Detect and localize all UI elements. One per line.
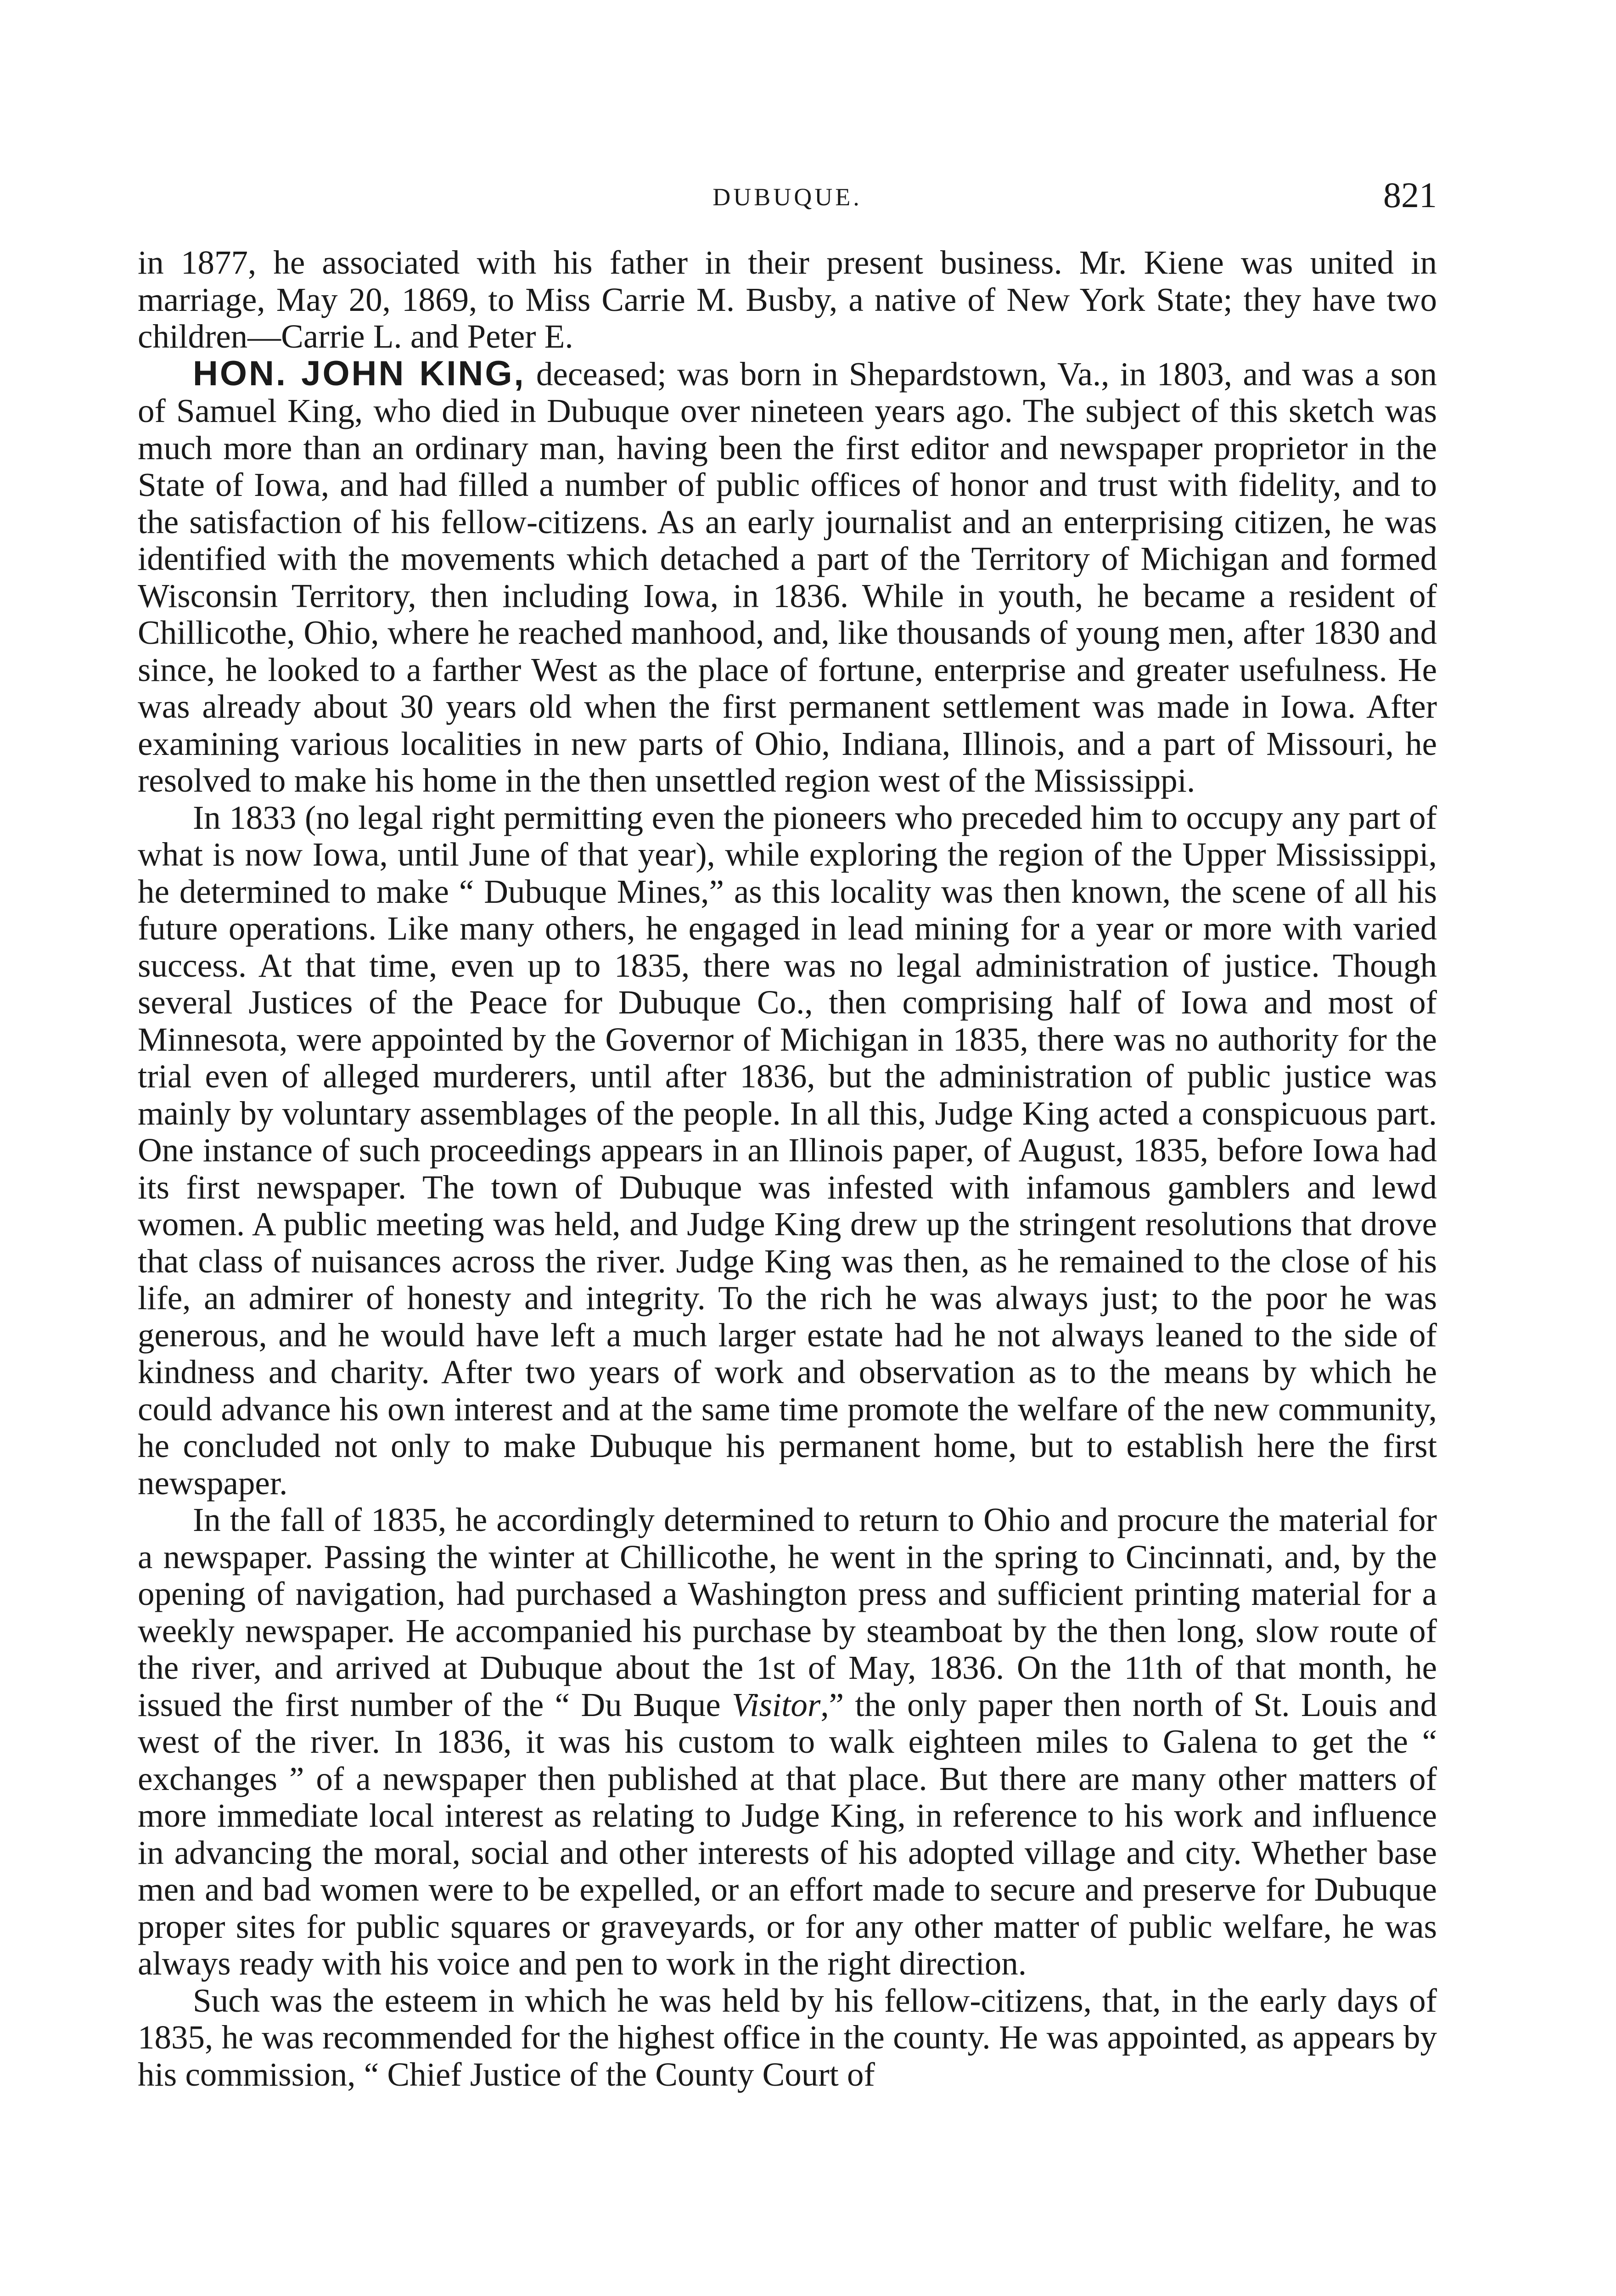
biography-name-heading: HON. JOHN KING,	[193, 354, 526, 393]
paragraph-fall-1835	[138, 1502, 1437, 1982]
paragraph-1833: In 1833 (no legal right permitting even the pioneers who preceded him to occupy any part of what is now Iowa, until June of that year), while exploring the region of the Upper Mississippi, he determined to make “ Dubuque Mines,” as this locality was then known, the scene of all his future operations. Like many others, he engaged in lead mining for a year or more with varied success. At that time, even up to 1835, there was no legal administration of justice. Though several Justices of the Peace for Dubuque Co., then comprising half of Iowa and most of Minnesota, were appointed by the Governor of Michigan in 1835, there was no authority for the trial even of alleged murderers, until after 1836, but the administration of public justice was mainly by voluntary assemblages of the people. In all this, Judge King acted a conspicuous part. One instance of such proceedings appears in an Illinois paper, of August, 1835, before Iowa had its first newspaper. The town of Dubuque was infested with infamous gamblers and lewd women. A public meeting was held, and Judge King drew up the stringent resolutions that drove that class of nuisances across the river. Judge King was then, as he remained to the close of his life, an admirer of honesty and integrity. To the rich he was always just; to the poor he was generous, and he would have left a much larger estate had he not always leaned to the side of kindness and charity. After two years of work and observation as to the means by which he could advance his own interest and at the same time promote the welfare of the new community, he concluded not only to make Dubuque his permanent home, but to establish here the first newspaper.	[138, 799, 1437, 1502]
running-head	[138, 174, 1437, 225]
paragraph-john-king-text: deceased; was born in Shepardstown, Va., in 1803, and was a son of Samuel King, who died in Dubuque over nineteen years ago. The subject of this sketch was much more than an ordinary man, having been the first editor and newspaper proprietor in the State of Iowa, and had filled a number of public offices of honor and trust with fidelity, and to the satisfaction of his fellow-citizens. As an early journalist and an enterprising citizen, he was identified with the movements which detached a part of the Territory of Michigan and formed Wisconsin Territory, then including Iowa, in 1836. While in youth, he became a resident of Chillicothe, Ohio, where he reached manhood, and, like thousands of young men, after 1830 and since, he looked to a farther West as the place of fortune, enterprise and greater usefulness. He was already about 30 years old when the first permanent settlement was made in Iowa. After examining various localities in new parts of Ohio, Indiana, Illinois, and a part of Missouri, he resolved to make his home in the then unsettled region west of the Mississippi.	[138, 355, 1437, 799]
page	[138, 174, 1437, 2093]
paragraph-fall-1835-part-a: In the fall of 1835, he accordingly determined to return to Ohio and procure the material for a newspaper. Passing the winter at Chillicothe, he went in the spring to Cincinnati, and, by the opening of navigation, had purchased a Washington press and sufficient printing material for a weekly newspaper. He accompanied his purchase by steamboat by the then long, slow route of the river, and arrived at Dubuque about the 1st of May, 1836. On the 11th of that month, he issued the first number of the “ Du Buque	[138, 1501, 1437, 1723]
body-text	[138, 244, 1437, 2093]
paragraph-esteem: Such was the esteem in which he was held by his fellow-citizens, that, in the early days of 1835, he was recommended for the highest office in the county. He was appointed, as appears by his commission, “ Chief Justice of the County Court of	[138, 1981, 1437, 2093]
paragraph-kiene-continued: in 1877, he associated with his father in their present business. Mr. Kiene was united in marriage, May 20, 1869, to Miss Carrie M. Busby, a native of New York State; they have two children—Carrie L. and Peter E.	[138, 244, 1437, 355]
paragraph-fall-1835-part-b: ,” the only paper then north of St. Louis and west of the river. In 1836, it was his custom to walk eighteen miles to Galena to get the “ exchanges ” of a newspaper then published at that place. But there are many other matters of more immediate local interest as relating to Judge King, in reference to his work and influence in advancing the moral, social and other interests of his adopted village and city. Whether base men and bad women were to be expelled, or an effort made to secure and preserve for Dubuque proper sites for public squares or graveyards, or for any other matter of public welfare, he was always ready with his voice and pen to work in the right direction.	[138, 1686, 1437, 1982]
paragraph-john-king-intro	[138, 355, 1437, 799]
newspaper-title-visitor: Visitor	[732, 1686, 821, 1723]
running-head-title: DUBUQUE.	[713, 183, 862, 211]
page-number: 821	[1383, 175, 1437, 215]
